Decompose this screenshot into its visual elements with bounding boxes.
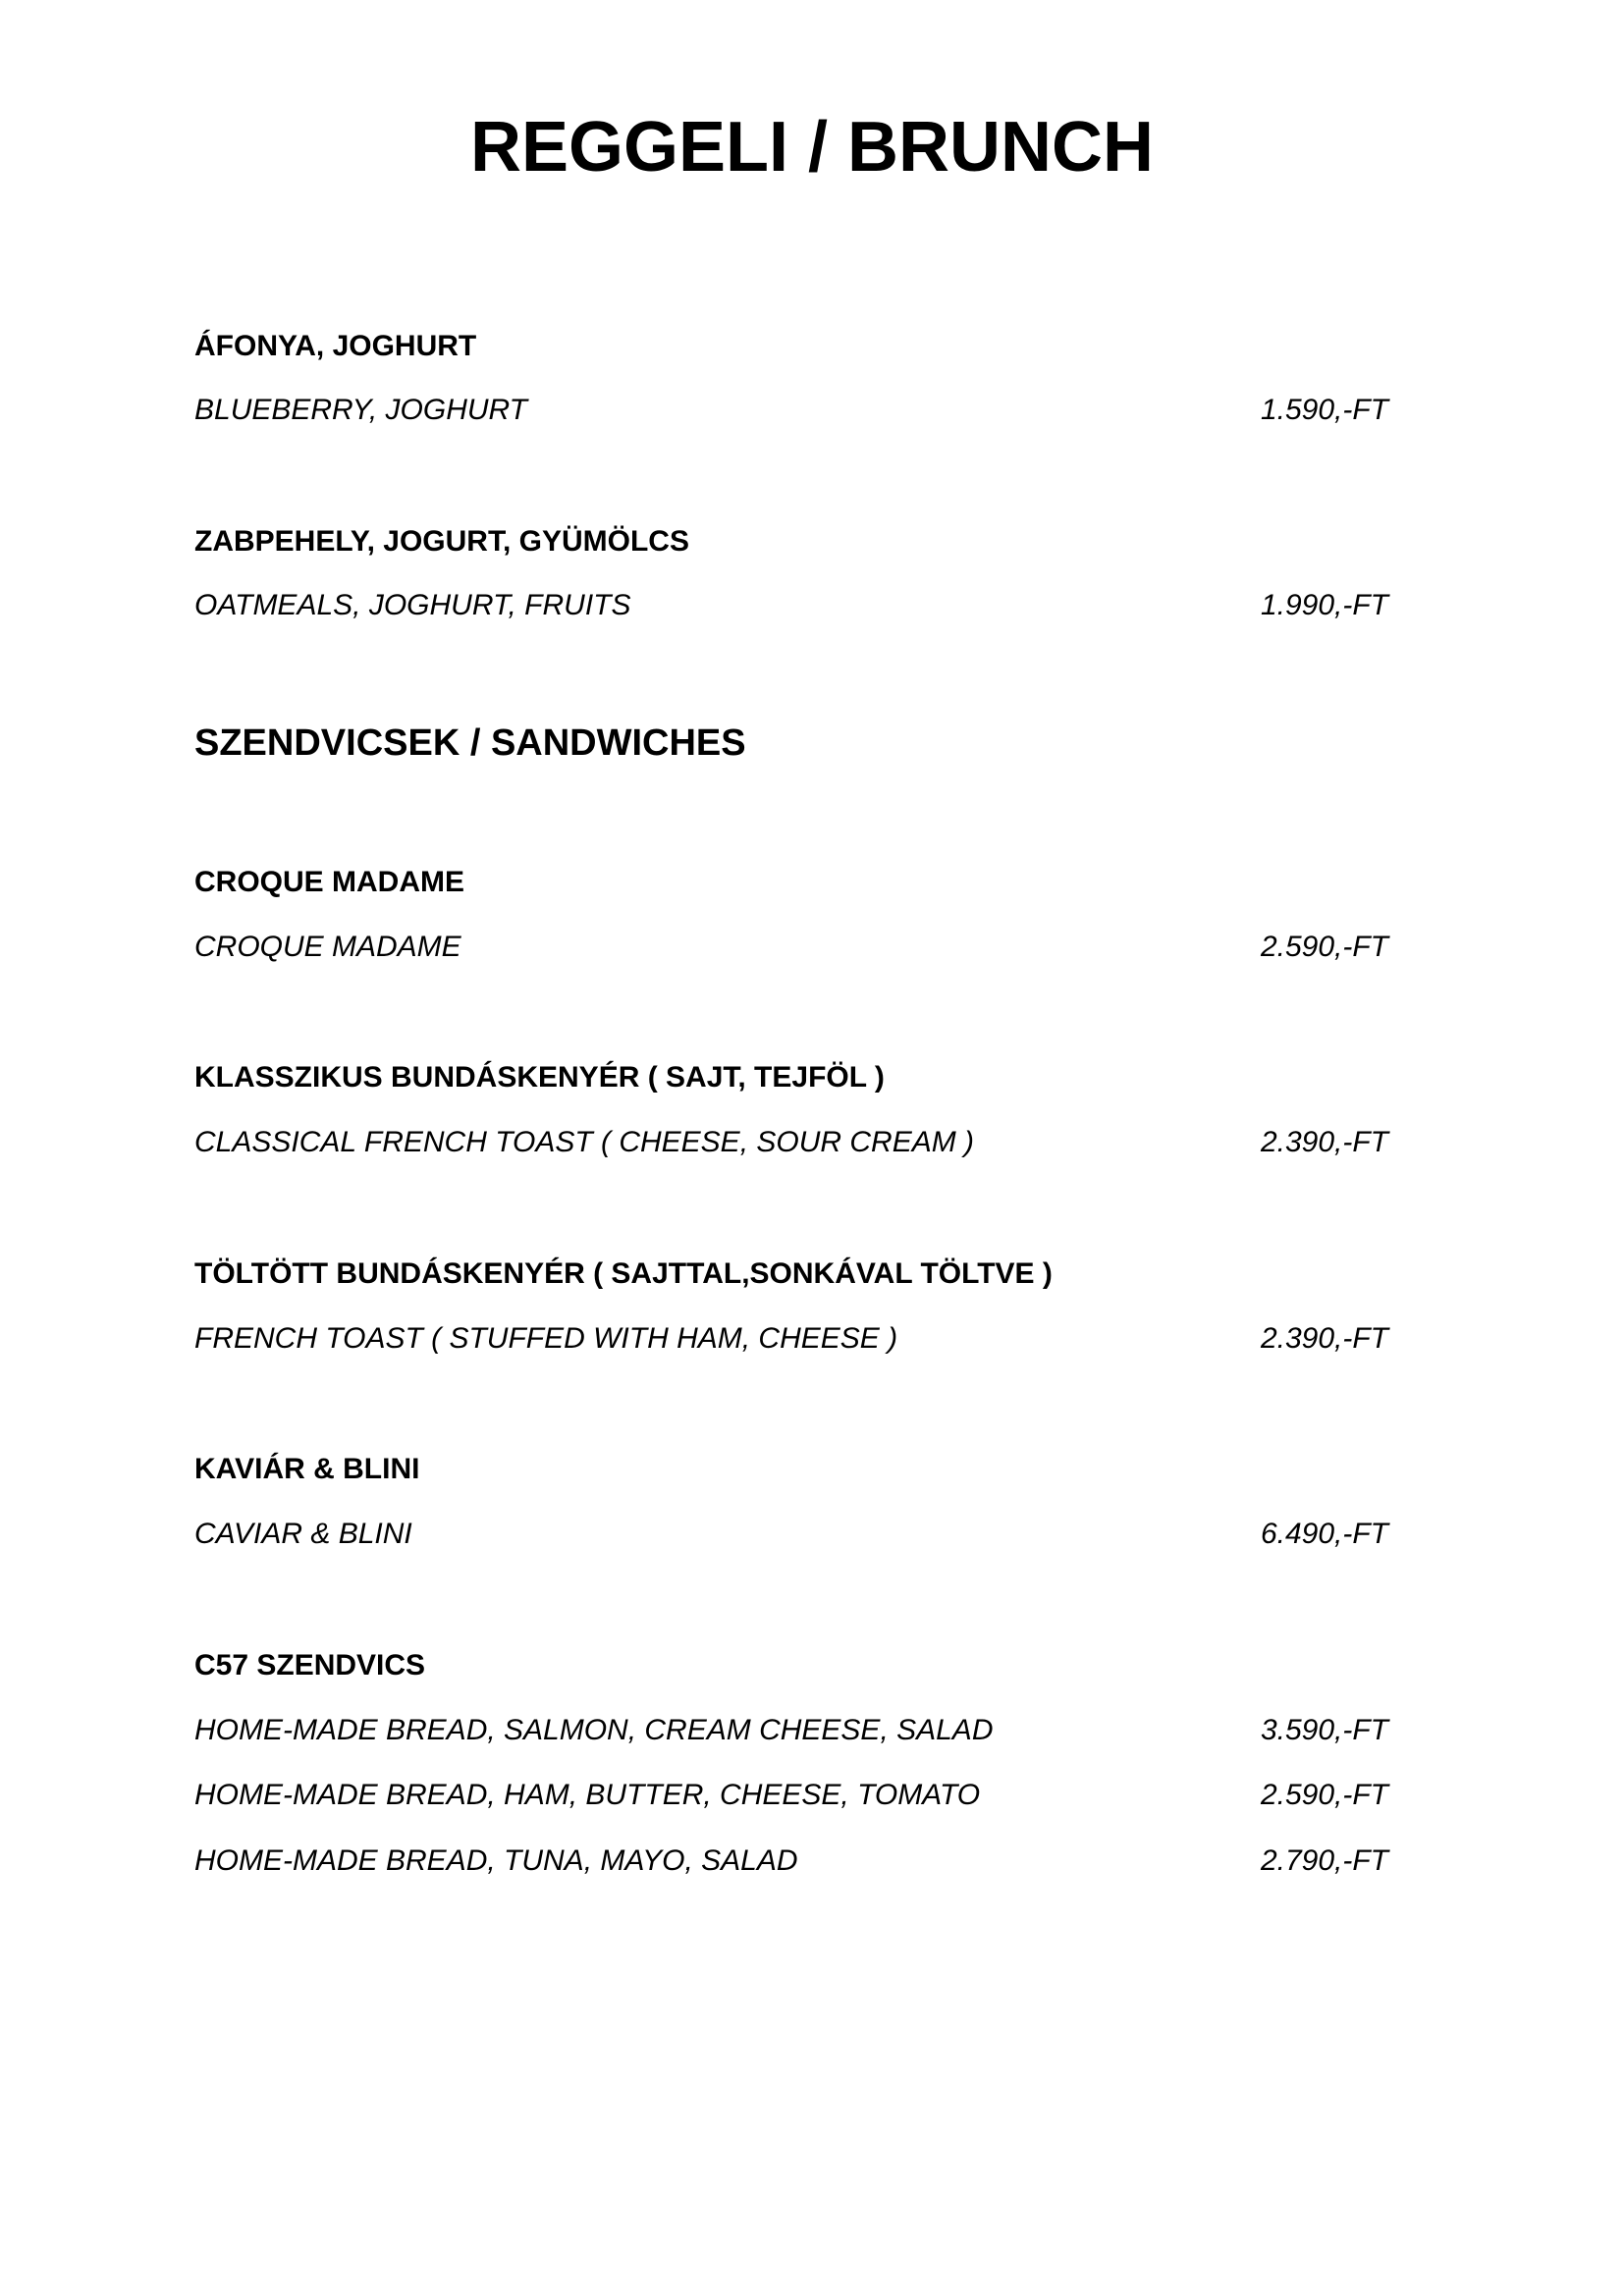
item-desc-caviar-blini: CAVIAR & BLINI: [194, 1518, 412, 1550]
item-price-salmon: 3.590,-FT: [1260, 1714, 1388, 1746]
item-name-toltott-bundaskenyer: TÖLTÖTT BUNDÁSKENYÉR ( SAJTTAL,SONKÁVAL TÖLTVE ): [194, 1257, 1053, 1290]
item-desc-tuna: HOME-MADE BREAD, TUNA, MAYO, SALAD: [194, 1844, 798, 1877]
item-price-croque-madame: 2.590,-FT: [1260, 931, 1388, 963]
section-heading-sandwiches: SZENDVICSEK / SANDWICHES: [194, 722, 746, 764]
item-price-stuffed-french-toast: 2.390,-FT: [1260, 1322, 1388, 1355]
item-name-kaviar-blini: KAVIÁR & BLINI: [194, 1453, 420, 1485]
item-price-ham: 2.590,-FT: [1260, 1779, 1388, 1811]
item-name-croque-madame: CROQUE MADAME: [194, 866, 464, 898]
item-price-caviar-blini: 6.490,-FT: [1260, 1518, 1388, 1550]
item-name-zabpehely: ZABPEHELY, JOGURT, GYÜMÖLCS: [194, 525, 689, 558]
item-name-afonya: ÁFONYA, JOGHURT: [194, 330, 477, 362]
item-desc-croque-madame: CROQUE MADAME: [194, 931, 461, 963]
item-desc-oatmeals: OATMEALS, JOGHURT, FRUITS: [194, 589, 631, 621]
item-price-oatmeals: 1.990,-FT: [1260, 589, 1388, 621]
item-price-blueberry: 1.590,-FT: [1260, 394, 1388, 426]
item-price-classical-french-toast: 2.390,-FT: [1260, 1126, 1388, 1158]
page-title: REGGELI / BRUNCH: [469, 108, 1155, 187]
item-desc-classical-french-toast: CLASSICAL FRENCH TOAST ( CHEESE, SOUR CREAM ): [194, 1126, 975, 1158]
item-desc-ham: HOME-MADE BREAD, HAM, BUTTER, CHEESE, TOMATO: [194, 1779, 981, 1811]
item-desc-salmon: HOME-MADE BREAD, SALMON, CREAM CHEESE, SALAD: [194, 1714, 994, 1746]
item-desc-stuffed-french-toast: FRENCH TOAST ( STUFFED WITH HAM, CHEESE ): [194, 1322, 898, 1355]
item-name-klasszikus-bundaskenyer: KLASSZIKUS BUNDÁSKENYÉR ( SAJT, TEJFÖL ): [194, 1061, 885, 1094]
item-price-tuna: 2.790,-FT: [1260, 1844, 1388, 1877]
item-desc-blueberry: BLUEBERRY, JOGHURT: [194, 394, 527, 426]
item-name-c57-szendvics: C57 SZENDVICS: [194, 1649, 426, 1682]
